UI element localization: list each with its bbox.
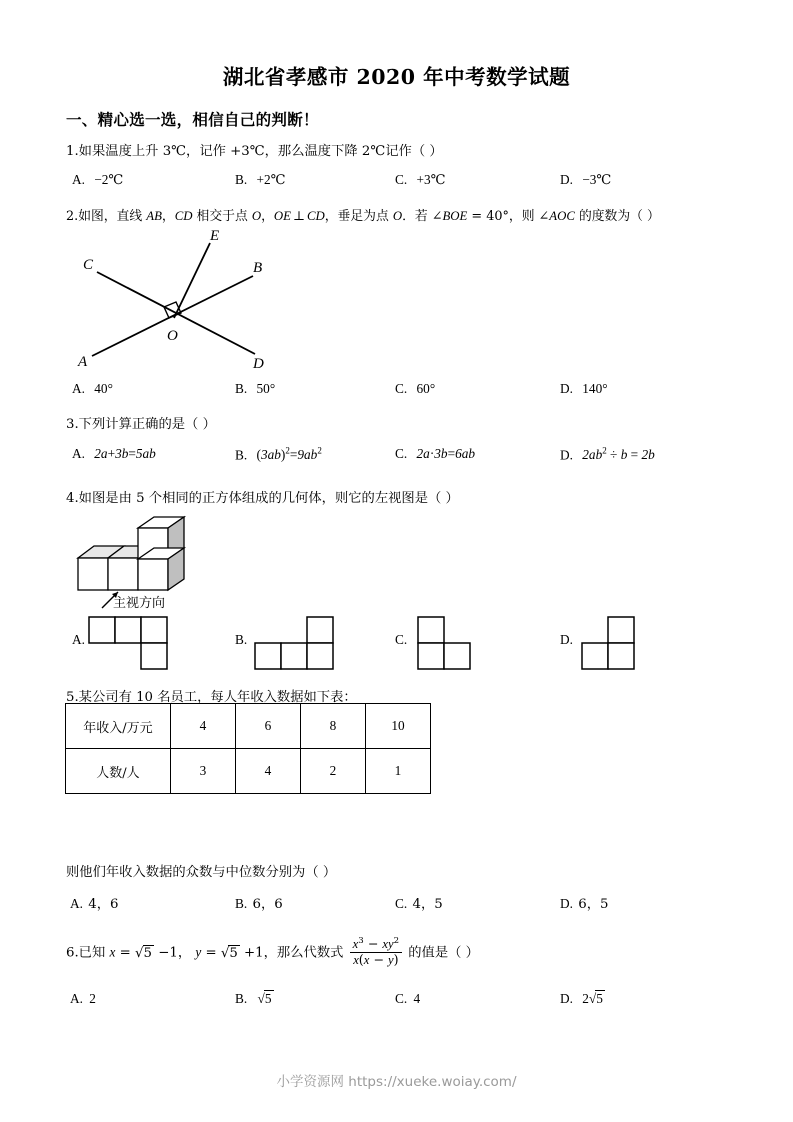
stem-text: 的度数为（ ） [574,209,660,224]
stem-text: −1 [153,945,178,961]
option-expression: 2a·3b=6ab [416,446,476,461]
option-text: −2℃ [94,172,124,187]
stem-text: 相交于点 [192,209,252,224]
option-label: A. [72,381,85,396]
option-label: B. [235,381,248,396]
question-5-option-a[interactable] [70,893,118,912]
stem-text: ， [161,209,175,224]
label-C: C [83,257,94,273]
equals-sign: = [115,945,136,961]
stem-text: 6.已知 [66,945,110,961]
option-label: A. [72,172,85,187]
count-cell: 2 [301,749,366,794]
sqrt-symbol-option-d: √5 [588,991,603,1006]
option-label: D. [560,632,573,647]
option-text-d: 2√5 [582,991,603,1006]
question-3-option-a[interactable] [72,446,156,462]
income-cell: 6 [236,704,301,749]
option-label: D. [560,381,573,396]
option-expression: $(3ab)^2=9ab^2$ [256,446,322,463]
math-var-o: O [251,209,262,223]
stem-text: ， [261,209,274,224]
option-text: 4 [413,991,421,1006]
stem-text: ．若 ∠ [402,209,443,224]
option-label: D. [560,447,573,463]
stem-text: ，那么代数式 [263,945,348,961]
question-6-option-d[interactable] [560,991,605,1007]
question-5-option-c[interactable] [395,893,443,912]
option-label: D. [560,991,573,1006]
sqrt-radicand: 5 [143,945,152,961]
perpendicular-symbol: ⊥ [292,209,305,224]
option-label: B. [235,632,248,647]
question-2-option-d[interactable] [560,381,608,397]
equals-sign: = [201,945,221,961]
table-row-count [66,749,431,794]
math-angle-boe: BOE [442,209,468,223]
row-header-income: 年收入/万元 [66,704,171,749]
stem-text: ， [177,945,196,961]
fraction-numerator: $x^3 - xy^2$ [350,937,402,953]
sqrt-radicand: 5 [229,945,238,961]
count-cell: 4 [236,749,301,794]
question-6-option-b[interactable] [235,991,274,1007]
question-3-stem: 3.下列计算正确的是（ ） [66,417,216,432]
option-label: B. [235,896,248,911]
option-label: C. [395,632,408,647]
option-text: 4，5 [412,897,443,912]
stem-text: +1 [239,945,264,961]
question-4-option-d-shape[interactable] [581,616,661,676]
option-expression: 2a+3b=5ab [94,446,156,461]
row-header-count: 人数/人 [66,749,171,794]
math-var-oe: OE [273,209,291,223]
intersecting-lines-figure [75,230,275,370]
count-cell: 1 [366,749,431,794]
option-text: +3℃ [416,172,446,187]
question-6-option-c[interactable] [395,991,420,1007]
option-label: C. [395,896,408,911]
question-4-option-a-shape[interactable] [88,616,198,676]
question-4-option-a-label[interactable] [72,632,85,648]
math-var-o2: O [392,209,403,223]
math-var-x: x [109,944,116,960]
section-heading: 一、精心选一选，相信自己的判断！ [66,110,319,129]
count-cell: 3 [171,749,236,794]
option-label: A. [72,632,85,647]
option-text: 40° [94,381,113,396]
option-label: A. [70,991,83,1006]
option-label: A. [72,446,85,461]
option-expression: $2ab^2 \div b = 2b$ [582,446,655,463]
label-D: D [253,356,264,372]
question-6-option-a[interactable] [70,991,96,1007]
question-4-option-c-shape[interactable] [417,616,497,676]
stem-text: ，则 ∠ [508,209,550,224]
label-E: E [210,228,220,244]
option-label: C. [395,172,408,187]
option-label: C. [395,446,408,461]
question-2-option-a[interactable] [72,381,113,397]
question-4-option-b-shape[interactable] [254,616,364,676]
math-var-ab: AB [146,209,162,223]
question-5-stem: 5.某公司有 10 名员工，每人年收入数据如下表： [66,690,357,705]
question-3-option-b[interactable] [235,446,322,463]
label-O: O [167,328,178,344]
question-4-option-d-label[interactable] [560,632,573,648]
question-4-stem: 4.如图是由 5 个相同的正方体组成的几何体，则它的左视图是（ ） [66,491,459,506]
option-label: C. [395,381,408,396]
question-5-option-d[interactable] [560,893,608,912]
question-5-stem-continued: 则他们年收入数据的众数与中位数分别为（ ） [66,865,337,880]
question-1-option-c[interactable] [395,172,446,188]
question-2-option-b[interactable] [235,381,275,397]
label-A: A [78,354,88,370]
option-text: 6，6 [252,897,283,912]
option-text: 6，5 [578,897,609,912]
stem-text: ，垂足为点 [324,209,393,224]
question-4-option-b-label[interactable] [235,632,247,648]
option-text: 4，6 [88,897,119,912]
option-label: B. [235,447,248,463]
option-label: A. [70,896,83,911]
income-cell: 4 [171,704,236,749]
option-text: −3℃ [582,172,612,187]
income-cell: 8 [301,704,366,749]
question-2-option-c[interactable] [395,381,435,397]
income-table [65,703,431,794]
math-var-y: y [195,944,202,960]
question-1-option-b[interactable] [235,172,286,188]
question-3-option-c[interactable] [395,446,475,462]
label-B: B [253,260,263,276]
sqrt-symbol-2: √5 [220,945,238,961]
question-1-stem: 1.如果温度上升 3℃，记作 +3℃，那么温度下降 2℃记作（ ） [66,144,443,159]
fraction-expression [350,937,402,967]
option-text: 60° [416,381,436,396]
option-text: 2 [89,991,96,1006]
question-4-option-c-label[interactable] [395,632,407,648]
question-2-stem [66,205,660,224]
question-3-option-d[interactable] [560,446,655,463]
angle-value: = 40° [467,209,509,224]
option-text: 140° [582,381,608,396]
income-cell: 10 [366,704,431,749]
math-var-cd2: CD [306,209,325,223]
option-label: D. [560,172,573,187]
footer-watermark: 小学资源网 https://xueke.woiay.com/ [276,1074,517,1090]
stem-text: 的值是（ ） [404,945,479,961]
question-6-stem [66,938,479,968]
option-label: C. [395,991,408,1006]
question-1-option-d[interactable] [560,172,611,188]
page-title: 湖北省孝感市 2020 年中考数学试题 [222,65,571,89]
cube-figure-caption: 主视方向 [113,596,166,611]
stem-text: 2.如图，直线 [66,209,147,224]
question-5-option-b[interactable] [235,893,283,912]
table-row-income [66,704,431,749]
fraction-denominator: x(x − y) [353,951,399,967]
math-var-cd: CD [174,209,193,223]
option-label: B. [235,991,248,1006]
option-text: 50° [256,381,276,396]
sqrt-symbol-1: √5 [135,945,152,961]
option-label: D. [560,896,573,911]
sqrt-symbol-option-b: √5 [257,991,272,1006]
question-1-option-a[interactable] [72,172,123,188]
option-label: B. [235,172,248,187]
option-text: +2℃ [256,172,286,187]
math-angle-aoc: AOC [549,209,575,223]
